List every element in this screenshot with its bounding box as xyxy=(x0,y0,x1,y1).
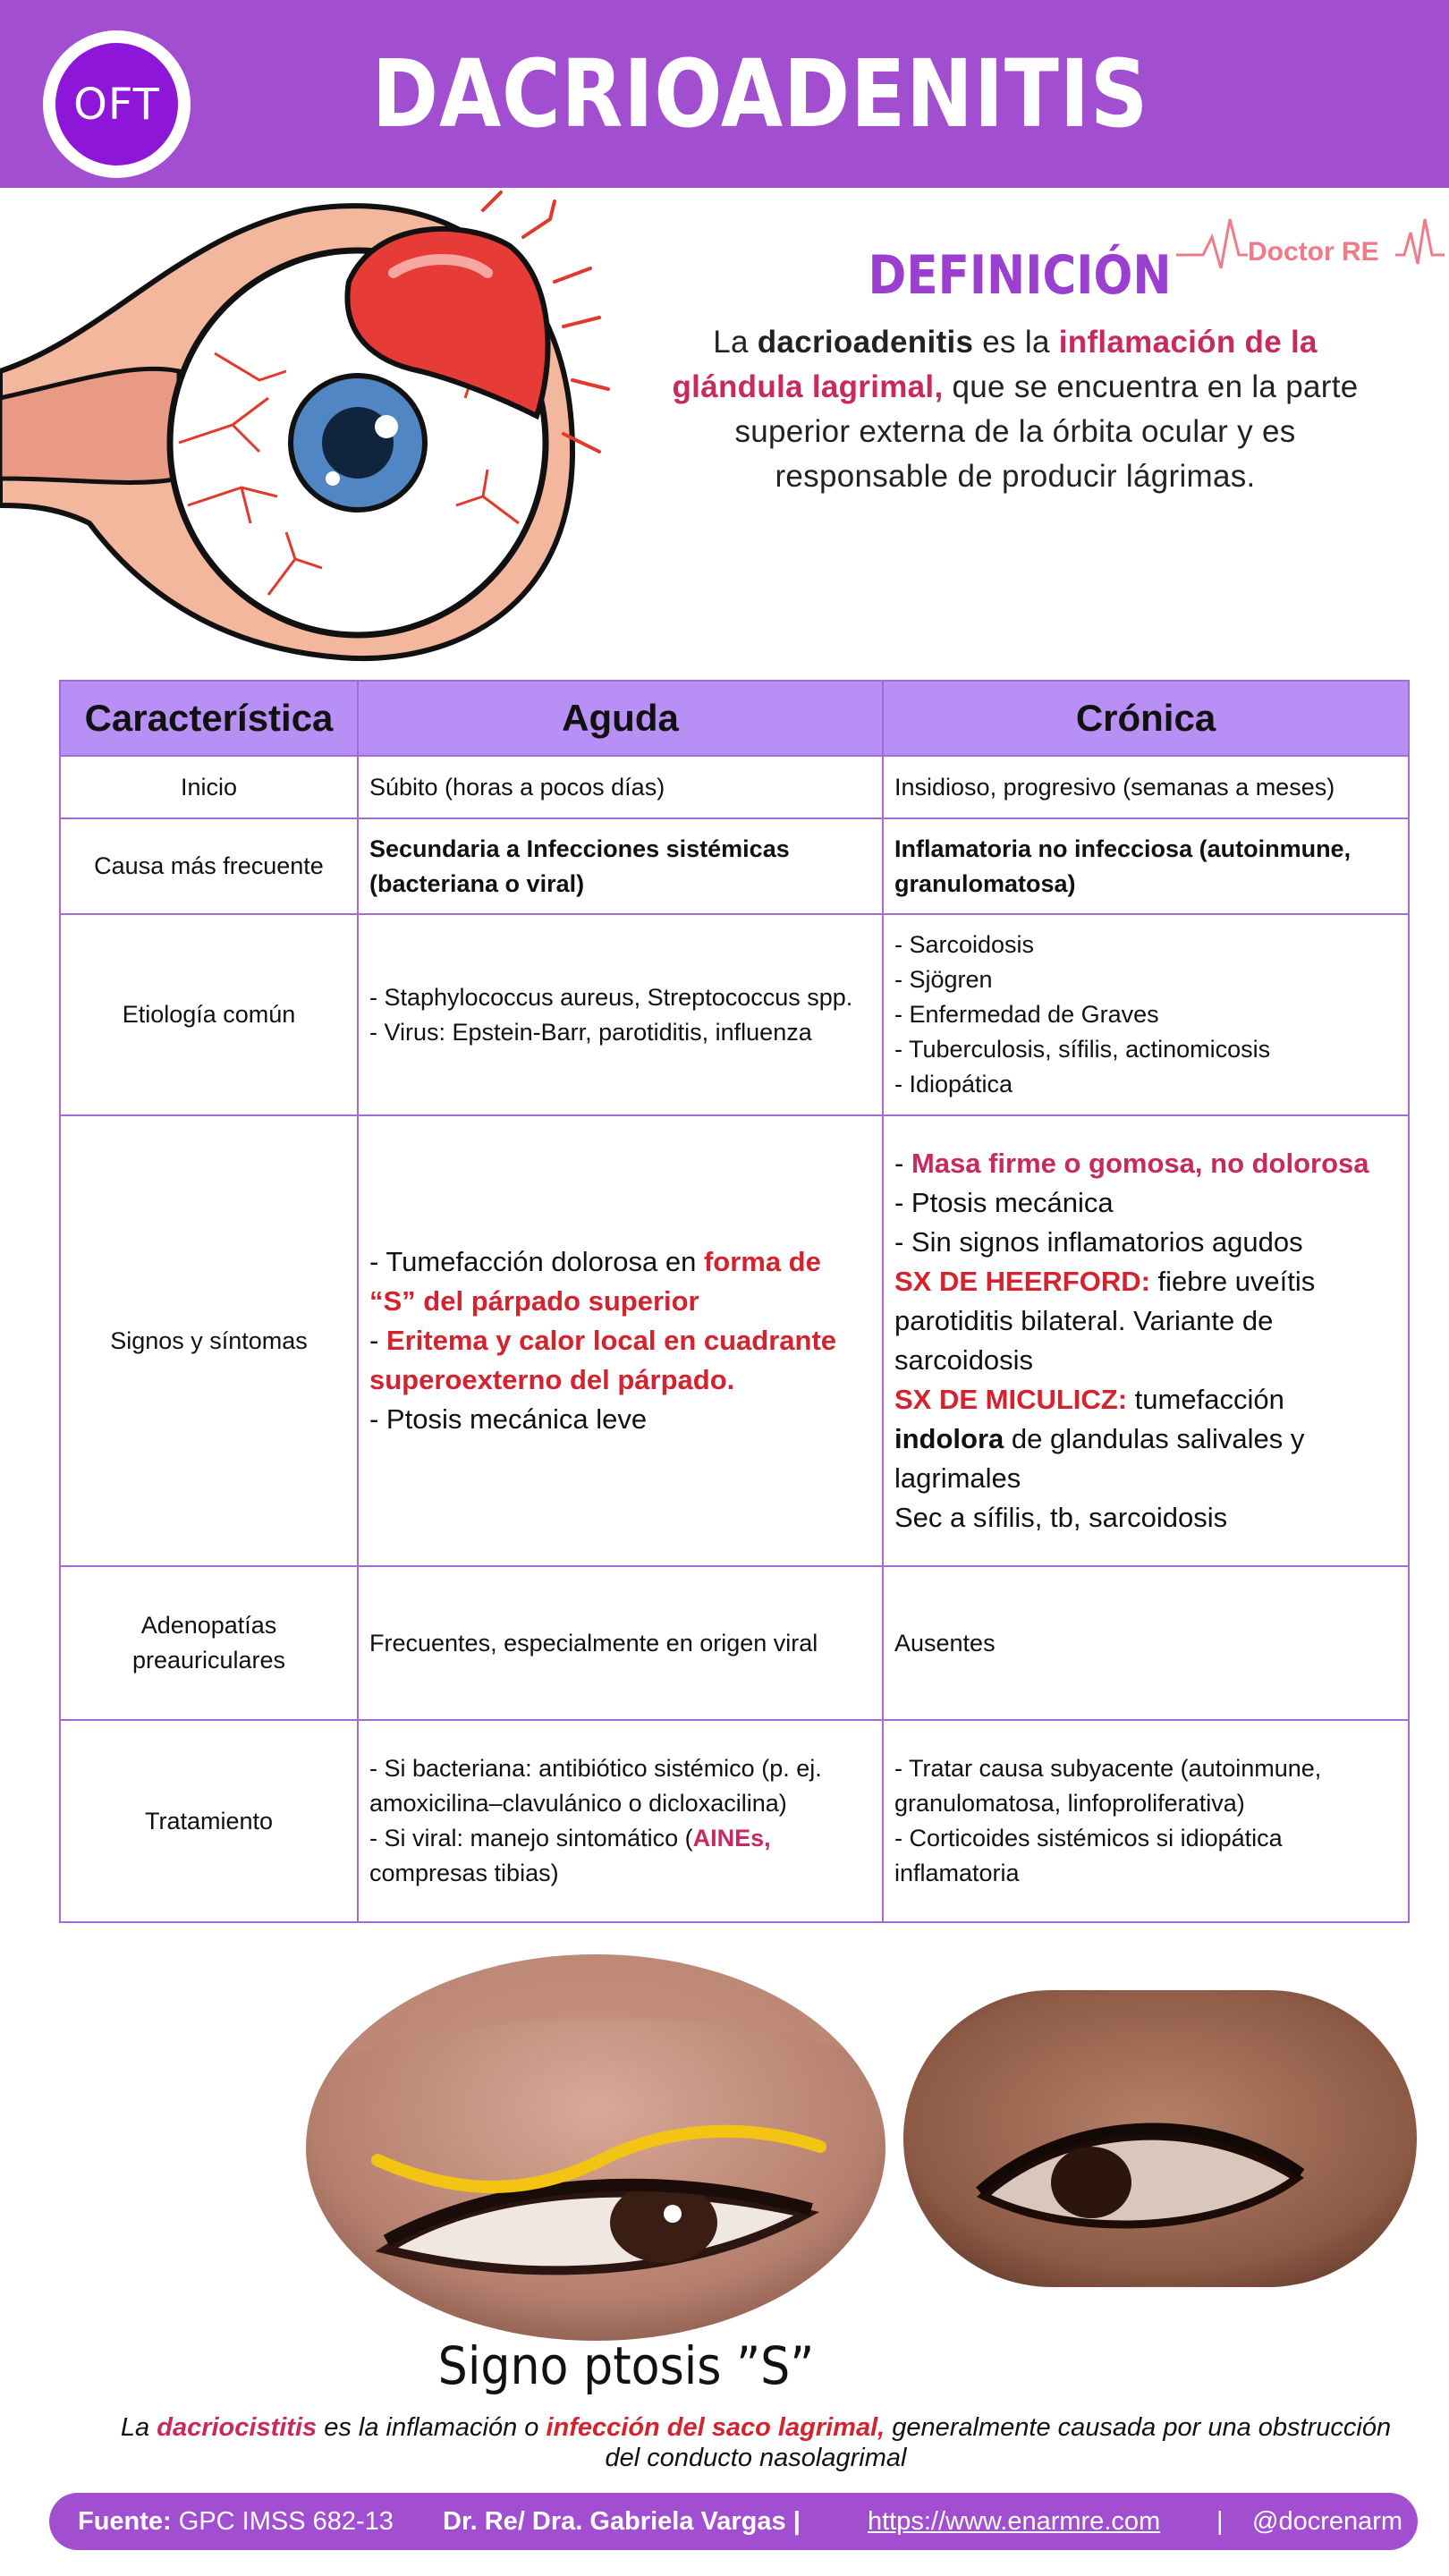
cell-inicio-aguda: Súbito (horas a pocos días) xyxy=(358,756,883,818)
brand-name: Doctor RE xyxy=(1248,237,1379,267)
list-item: - Virus: Epstein-Barr, parotiditis, influenza xyxy=(369,1018,812,1046)
row-label-adenopatias: Adenopatías preauriculares xyxy=(60,1566,358,1720)
table-row xyxy=(60,914,1409,1115)
table-row xyxy=(60,756,1409,818)
footer-bar xyxy=(49,2493,1418,2550)
photo-caption: Signo ptosis ”S” xyxy=(437,2335,815,2396)
cell-signos-cronica: - Masa firme o gomosa, no dolorosa - Ptosis mecánica - Sin signos inflamatorios agudos SX DE HEERFORD: fiebre uveítis parotiditis bilateral. Variante de sarcoidosis SX DE MICULICZ: tumefacción indolora de glandulas salivales y lagrimales Sec a sífilis, tb, sarcoidosis xyxy=(883,1115,1409,1566)
cell-etiologia-aguda xyxy=(358,914,883,1115)
cell-adenopatias-aguda: Frecuentes, especialmente en origen viral xyxy=(358,1566,883,1720)
row-label-signos: Signos y síntomas xyxy=(60,1115,358,1566)
list-item: - Sarcoidosis xyxy=(894,931,1035,958)
list-item: - Tratar causa subyacente (autoinmune, granulomatosa, linfoproliferativa) xyxy=(894,1755,1322,1817)
list-item: - Idiopática xyxy=(894,1071,1013,1097)
list-item: - Sjögren xyxy=(894,966,993,993)
header-banner xyxy=(0,0,1449,188)
cell-adenopatias-cronica: Ausentes xyxy=(883,1566,1409,1720)
cell-causa-cronica: Inflamatoria no infecciosa (autoinmune, granulomatosa) xyxy=(883,818,1409,914)
definition-title: DEFINICIÓN xyxy=(868,244,1172,307)
footnote: La dacriocistitis es la inflamación o infección del saco lagrimal, generalmente causada por una obstrucción del conducto nasolagrimal xyxy=(120,2413,1392,2472)
cell-causa-aguda: Secundaria a Infecciones sistémicas (bacteriana o viral) xyxy=(358,818,883,914)
footer-source: Fuente: GPC IMSS 682-13 xyxy=(78,2506,394,2536)
table-row xyxy=(60,1720,1409,1922)
definition-text: La dacrioadenitis es la inflamación de la glándula lagrimal, que se encuentra en la parte superior externa de la órbita ocular y es responsable de producir lágrimas. xyxy=(672,325,1359,494)
footer-url-link[interactable]: https://www.enarmre.com xyxy=(868,2506,1161,2536)
footer-separator: | xyxy=(1216,2506,1224,2536)
oft-logo xyxy=(43,30,191,178)
table-row xyxy=(60,1115,1409,1566)
list-item: - Enfermedad de Graves xyxy=(894,1001,1159,1028)
row-label-inicio: Inicio xyxy=(60,756,358,818)
doctor-re-brand xyxy=(1176,201,1445,282)
header-aguda: Aguda xyxy=(358,681,883,756)
list-item: - Tuberculosis, sífilis, actinomicosis xyxy=(894,1036,1271,1063)
cell-inicio-cronica: Insidioso, progresivo (semanas a meses) xyxy=(883,756,1409,818)
table-header-row xyxy=(60,681,1409,756)
footer-author: Dr. Re/ Dra. Gabriela Vargas | xyxy=(443,2506,801,2536)
cell-tratamiento-aguda: - Si bacteriana: antibiótico sistémico (p. ej. amoxicilina–clavulánico o dicloxacilina) - Si viral: manejo sintomático (AINEs, compresas tibias) xyxy=(358,1720,883,1922)
comparison-table xyxy=(59,680,1410,1923)
cell-etiologia-cronica xyxy=(883,914,1409,1115)
row-label-tratamiento: Tratamiento xyxy=(60,1720,358,1922)
page-title: DACRIOADENITIS xyxy=(371,39,1149,148)
list-item: - Staphylococcus aureus, Streptococcus spp. xyxy=(369,983,853,1011)
table-row xyxy=(60,818,1409,914)
table-row xyxy=(60,1566,1409,1720)
row-label-causa: Causa más frecuente xyxy=(60,818,358,914)
cell-signos-aguda: - Tumefacción dolorosa en forma de “S” del párpado superior - Eritema y calor local en cuadrante superoexterno del párpado. - Ptosis mecánica leve xyxy=(358,1115,883,1566)
oft-logo-text: OFT xyxy=(55,43,178,165)
header-caracteristica: Característica xyxy=(60,681,358,756)
s-ptosis-photo xyxy=(306,1954,886,2341)
cell-tratamiento-cronica xyxy=(883,1720,1409,1922)
row-label-etiologia: Etiología común xyxy=(60,914,358,1115)
header-cronica: Crónica xyxy=(883,681,1409,756)
inflamed-eye-illustration xyxy=(0,183,644,666)
footer-handle: @docrenarm xyxy=(1252,2506,1403,2536)
list-item: - Corticoides sistémicos si idiopática inflamatoria xyxy=(894,1825,1283,1886)
eye-closeup-photo xyxy=(903,1990,1417,2287)
